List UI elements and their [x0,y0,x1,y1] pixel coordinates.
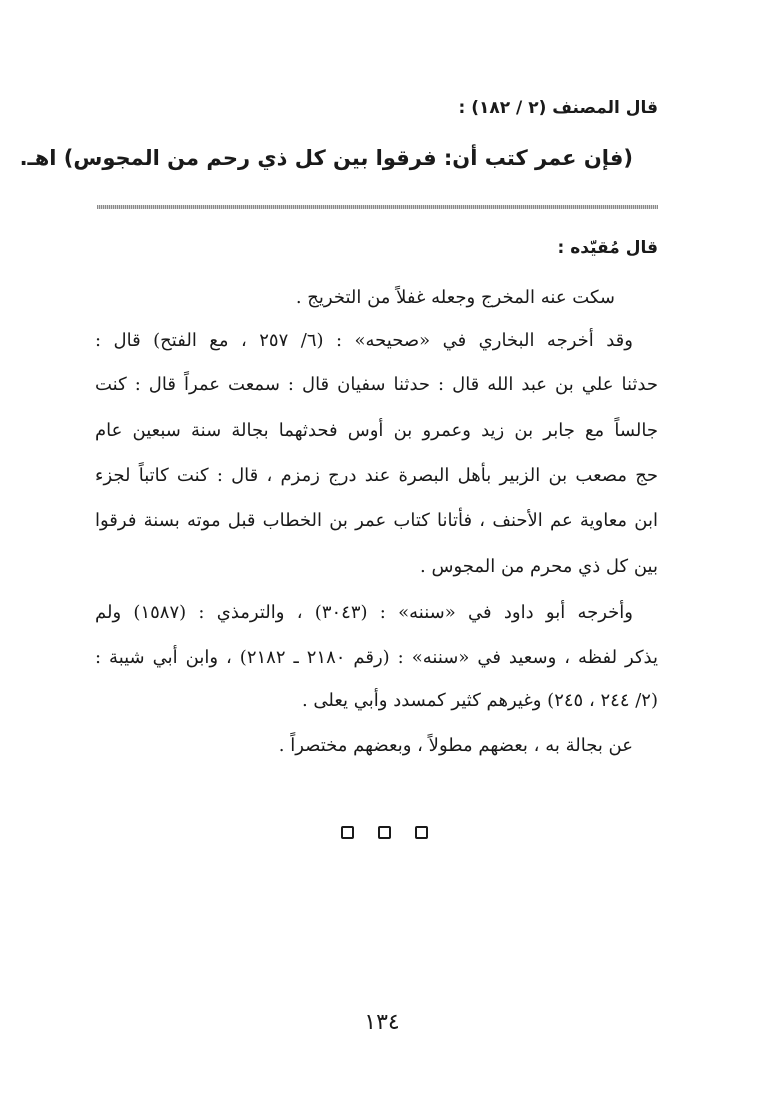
square-ornament-icon [378,826,391,839]
section-end-ornaments [0,826,758,839]
text-line: وأخرجه أبو داود في «سننه» : (٣٠٤٣) ، والترمذي : (١٥٨٧) ولم [95,602,633,623]
text-line: سكت عنه المخرج وجعله غفلاً من التخريج . [295,287,615,308]
text-line: حج مصعب بن الزبير بأهل البصرة عند درج زمزم ، قال : كنت كاتباً لجزء [95,465,658,486]
text-line: بين كل ذي محرم من المجوس . [420,556,658,577]
text-line: يذكر لفظه ، وسعيد في «سننه» : (رقم ٢١٨٠ ـ ٢١٨٢) ، وابن أبي شيبة : [95,647,658,668]
square-ornament-icon [415,826,428,839]
text-line: وقد أخرجه البخاري في «صحيحه» : (٦/ ٢٥٧ ، مع الفتح) قال : [95,330,633,351]
text-line: ابن معاوية عم الأحنف ، فأتانا كتاب عمر بن الخطاب قبل موته بسنة فرقوا [95,510,658,531]
page-number: ١٣٤ [364,1010,400,1035]
text-line: حدثنا علي بن عبد الله قال : حدثنا سفيان قال : سمعت عمراً قال : كنت [95,374,658,395]
section-divider [97,205,658,209]
author-said-heading: قال المصنف (٢ / ١٨٢) : [458,98,658,118]
square-ornament-icon [341,826,354,839]
text-line: عن بجالة به ، بعضهم مطولاً ، وبعضهم مختصراً . [278,735,633,756]
text-line: (٢/ ٢٤٤ ، ٢٤٥) وغيرهم كثير كمسدد وأبي يعلى . [301,690,658,711]
text-line: جالساً مع جابر بن زيد وعمرو بن أوس فحدثهما بجالة سنة سبعين عام [95,420,658,441]
quoted-text: (فإن عمر كتب أن: فرقوا بين كل ذي رحم من المجوس) اهـ. [19,146,633,170]
commentary-heading: قال مُقيّده : [557,238,658,258]
